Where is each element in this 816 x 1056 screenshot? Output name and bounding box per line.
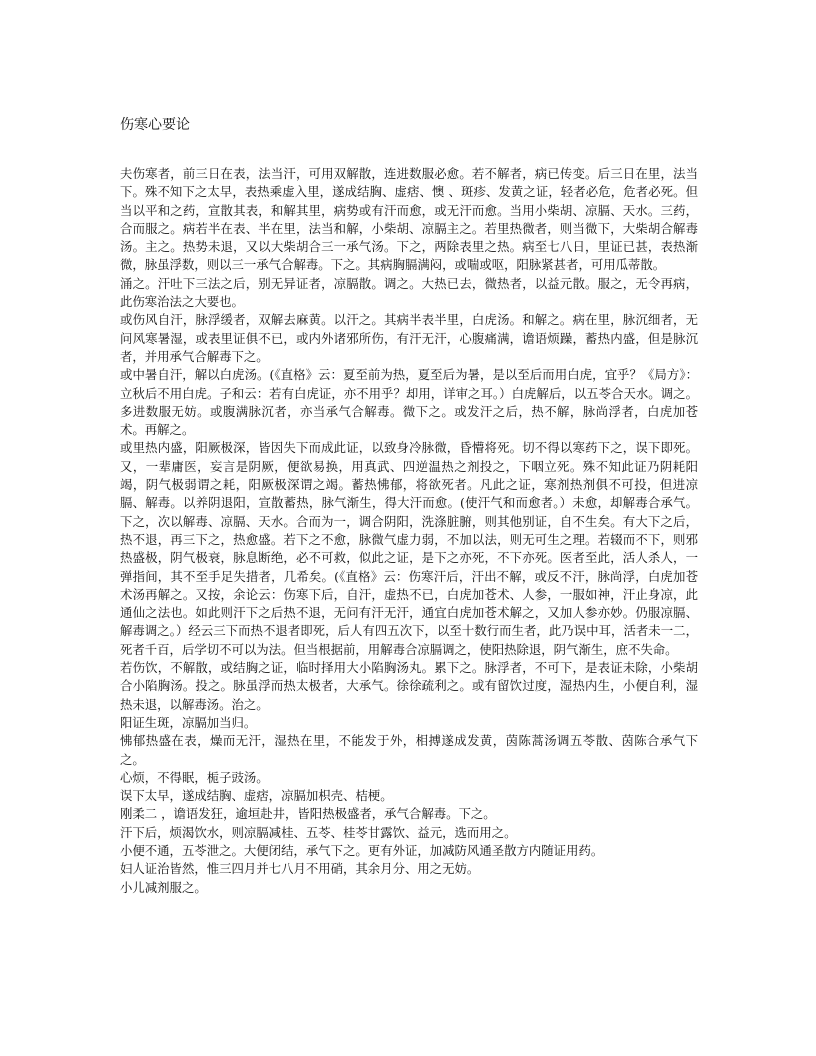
document-title: 伤寒心要论 <box>120 117 190 133</box>
paragraph: 小便不通，五苓泄之。大便闭结，承气下之。更有外证，加减防风通圣散方内随证用药。 <box>120 842 604 858</box>
paragraph: 涌之。汗吐下三法之后，别无异证者，凉膈散。调之。大热已去，微热者，以益元散。服之，无令再病，此伤寒治法之大要也。 <box>120 275 698 310</box>
paragraph: 刚柔二 ，谵语发狂，逾垣赴井，皆阳热极盛者，承气合解毒。下之。 <box>120 806 496 822</box>
paragraph: 若伤饮，不解散，或结胸之证，临时择用大小陷胸汤丸。累下之。脉浮者，不可下，是表证未除，小柴胡合小陷胸汤。投之。脉虽浮而热太极者，大承气。徐徐疏利之。或有留饮过度，湿热内生，小便自利，湿热未退，以解毒汤。治之。 <box>120 660 698 712</box>
paragraph: 或伤风自汗，脉浮缓者，双解去麻黄。以汗之。其病半表半里，白虎汤。和解之。病在里，脉沉细者，无问风寒暑湿，或表里证俱不已，或内外诸邪所伤，有汗无汗，心腹痛满，谵语烦躁，蓄热内盛，但是脉沉者，并用承气合解毒下之。 <box>120 312 698 364</box>
paragraph: 怫郁热盛在表，燥而无汗，湿热在里，不能发于外，相搏遂成发黄，茵陈蒿汤调五苓散、茵陈合承气下之。 <box>120 733 698 767</box>
paragraph: 心烦，不得眠，栀子豉汤。 <box>120 769 269 785</box>
document-body <box>120 165 698 897</box>
paragraph: 或中暑自汗，解以白虎汤。(《直格》云：夏至前为热，夏至后为暑，是以至后而用白虎，宜乎？《局方》：立秋后不用白虎。子和云：若有白虎证，亦不用乎？却用，详审之耳。）白虎解后，以五苓合天水。调之。多进数服无妨。或腹满脉沉者，亦当承气合解毒。微下之。或发汗之后，热不解，脉尚浮者，白虎加苍术。再解之。 <box>120 367 698 438</box>
paragraph: 夫伤寒者，前三日在表，法当汗，可用双解散，连进数服必愈。若不解者，病已传变。后三日在里，法当下。殊不知下之太早，表热乘虚入里，遂成结胸、虚痞、懊 、斑疹、发黄之证，轻者必危，危者必死。但当以平和之药，宣散其表，和解其里，病势或有汗而愈，或无汗而愈。当用小柴胡、凉膈、天水。三药，合而服之。病若半在表、半在里，法当和解，小柴胡、凉膈主之。若里热微者，则当微下，大柴胡合解毒汤。主之。热势未退，又以大柴胡合三一承气汤。下之，两除表里之热。病至七八日，里证已甚，表热渐微，脉虽浮数，则以三一承气合解毒。下之。其病胸膈满闷，或喘或呕，阳脉紧甚者，可用瓜蒂散。 <box>120 166 698 273</box>
paragraph: 汗下后，烦渴饮水，则凉膈减桂、五苓、桂苓甘露饮、益元，选而用之。 <box>120 824 517 840</box>
paragraph: 误下太早，遂成结胸、虚痞，凉膈加枳壳、桔梗。 <box>120 788 393 804</box>
paragraph: 妇人证治皆然，惟三四月并七八月不用硝，其余月分、用之无妨。 <box>120 861 480 877</box>
paragraph: 或里热内盛，阳厥极深，皆因失下而成此证，以致身冷脉微，昏懵将死。切不得以寒药下之，误下即死。又，一辈庸医，妄言是阴厥，便欲易换，用真武、四逆温热之剂投之，下咽立死。殊不知此证乃阴耗阳竭，阴气极弱谓之耗，阳厥极深谓之竭。蓄热怫郁，将欲死者。凡此之证，寒剂热剂俱不可投，但进凉膈、解毒。以养阴退阳，宣散蓄热，脉气渐生，得大汗而愈。(使汗气和而愈者。）未愈，却解毒合承气。下之，次以解毒、凉膈、天水。合而为一，调合阴阳，洗涤脏腑，则其他别证，自不生矣。有大下之后，热不退，再三下之，热愈盛。若下之不愈，脉微气虚力弱，不加以法，则无可生之理。若辍而不下，则邪热盛极，阴气极衰，脉息断绝，必不可救，似此之证，是下之亦死，不下亦死。医者至此，活人杀人，一弹指间，其不至手足失措者，几希矣。(《直格》云：伤寒汗后，汗出不解，或反不汗，脉尚浮，白虎加苍术汤再解之。又按，余论云：伤寒下后，自汗，虚热不已，白虎加苍术、人参，一服如神，汗止身凉，此通仙之法也。如此则汗下之后热不退，无问有汗无汗，通宜白虎加苍术解之，又加人参亦妙。仍服凉膈、解毒调之。）经云三下而热不退者即死，后人有四五次下，以至十数行而生者，此乃误中耳，活者未一二，死者千百，后学切不可以为法。但当根据前，用解毒合凉膈调之，使阳热除退，阴气渐生，庶不失命。 <box>120 440 698 657</box>
paragraph: 阳证生斑，凉膈加当归。 <box>120 714 257 730</box>
paragraph: 小儿减剂服之。 <box>120 879 207 895</box>
